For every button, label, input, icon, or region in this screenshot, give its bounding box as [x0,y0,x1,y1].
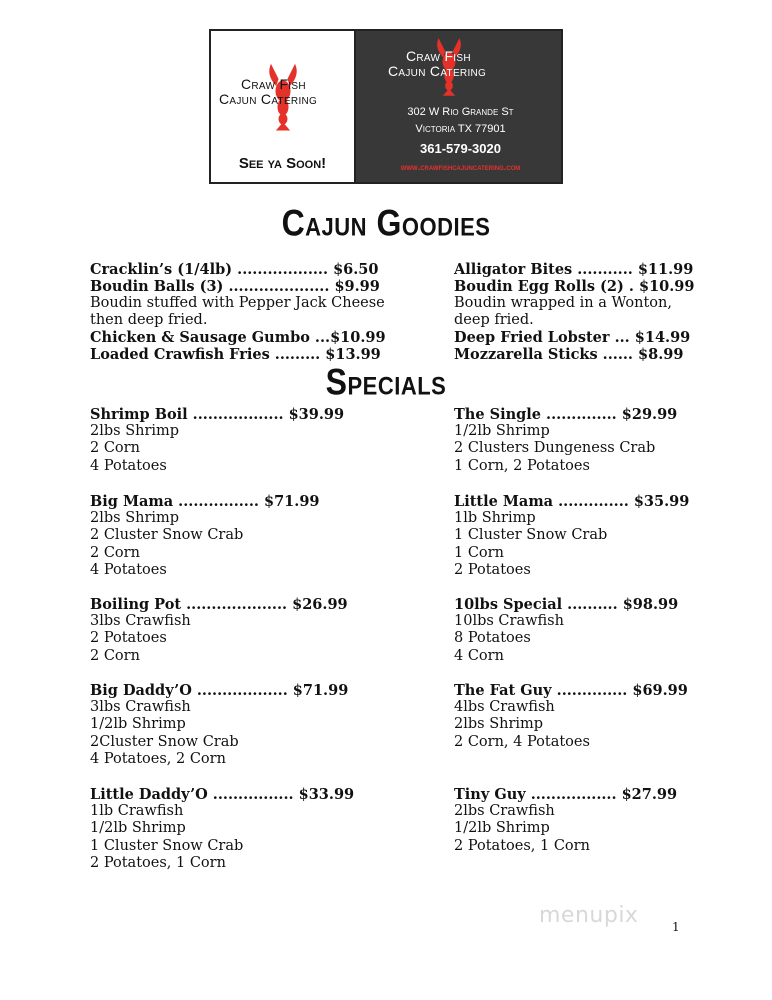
menupix-watermark: menupix [539,903,639,928]
logo-wordmark-left: Craw Fish Cajun Catering [219,76,318,107]
special-detail: 2 Corn [90,544,140,561]
special-heading: Big Daddy’O .................. $71.99 [90,682,349,699]
menu-item: Alligator Bites ........... $11.99 [454,261,694,278]
goodies-right-column [454,261,754,363]
phone-number: 361-579-3020 [420,141,501,156]
special-heading: Tiny Guy ................. $27.99 [454,786,678,803]
special-heading: 10lbs Special .......... $98.99 [454,596,679,613]
special-item [454,682,688,751]
special-detail: 2 Potatoes, 1 Corn [454,837,590,854]
special-item [454,493,689,579]
special-heading: Little Mama .............. $35.99 [454,493,690,510]
banner-right-panel [356,31,561,182]
special-detail: 4lbs Crawfish [454,699,555,716]
special-detail: 8 Potatoes [454,630,531,647]
address-line-1: 302 W Rio Grande St [407,106,514,118]
special-detail: 2Cluster Snow Crab [90,733,239,750]
special-detail: 2 Cluster Snow Crab [90,527,244,544]
special-detail: 4 Corn [454,647,504,664]
special-detail: 2 Corn [90,440,140,457]
special-detail: 1lb Shrimp [454,510,536,527]
special-item [90,493,320,579]
special-detail: 3lbs Crawfish [90,699,191,716]
section-title-goodies: Cajun Goodies [281,202,491,244]
menu-item: Loaded Crawfish Fries ......... $13.99 [90,346,381,363]
special-detail: 2 Corn, 4 Potatoes [454,733,590,750]
special-detail: 1lb Crawfish [90,803,184,820]
special-heading: Shrimp Boil .................. $39.99 [90,406,345,423]
special-detail: 1/2lb Shrimp [454,423,550,440]
special-detail: 2lbs Crawfish [454,803,555,820]
menu-item: Deep Fried Lobster ... $14.99 [454,329,691,346]
special-detail: 1/2lb Shrimp [454,820,550,837]
website-link[interactable]: www.crawfishcajuncatering.com [400,162,521,172]
logo-wordmark-right: Craw Fish Cajun Catering [388,48,487,79]
special-detail: 1 Cluster Snow Crab [90,837,244,854]
special-item [454,406,677,475]
menu-item: Boudin Balls (3) .................... $9.99 [90,278,380,295]
special-detail: 3lbs Crawfish [90,613,191,630]
menu-item-description: Boudin wrapped in a Wonton, [454,295,672,311]
menu-item: Boudin Egg Rolls (2) . $10.99 [454,278,695,295]
header-banner [209,29,563,184]
special-detail: 4 Potatoes, 2 Corn [90,750,226,767]
special-item [90,682,348,768]
special-detail: 2 Clusters Dungeness Crab [454,440,656,457]
special-heading: Little Daddy’O ................ $33.99 [90,786,355,803]
special-item [454,786,677,855]
section-title-specials: Specials [325,361,447,403]
special-detail: 1/2lb Shrimp [90,716,186,733]
special-detail: 1 Cluster Snow Crab [454,527,608,544]
see-ya-text: See ya Soon! [238,155,327,172]
special-heading: Boiling Pot .................... $26.99 [90,596,348,613]
goodies-left-column [90,261,435,363]
special-detail: 4 Potatoes [90,561,167,578]
special-detail: 2lbs Shrimp [90,510,180,527]
special-detail: 2 Potatoes [90,630,167,647]
special-heading: The Single .............. $29.99 [454,406,678,423]
special-item [454,596,678,665]
menu-item-description: then deep fried. [90,312,208,328]
special-detail: 2lbs Shrimp [454,716,544,733]
menu-item: Mozzarella Sticks ...... $8.99 [454,346,684,363]
special-detail: 2lbs Shrimp [90,423,180,440]
special-detail: 2 Potatoes [454,561,531,578]
special-heading: The Fat Guy .............. $69.99 [454,682,688,699]
special-detail: 2 Corn [90,647,140,664]
menu-item-description: Boudin stuffed with Pepper Jack Cheese [90,295,385,311]
page-number: 1 [672,920,680,934]
address-line-2: Victoria TX 77901 [415,123,506,135]
menu-item: Chicken & Sausage Gumbo ...$10.99 [90,329,386,346]
banner-left-panel [211,31,356,182]
menu-item: Cracklin’s (1/4lb) .................. $6.50 [90,261,379,278]
special-item [90,596,348,665]
menu-item-description: deep fried. [454,312,534,328]
special-detail: 1/2lb Shrimp [90,820,186,837]
special-item [90,406,344,475]
special-heading: Big Mama ................ $71.99 [90,493,320,510]
special-detail: 2 Potatoes, 1 Corn [90,854,226,871]
special-item [90,786,354,872]
special-detail: 1 Corn [454,544,504,561]
special-detail: 4 Potatoes [90,457,167,474]
special-detail: 10lbs Crawfish [454,613,564,630]
special-detail: 1 Corn, 2 Potatoes [454,457,590,474]
